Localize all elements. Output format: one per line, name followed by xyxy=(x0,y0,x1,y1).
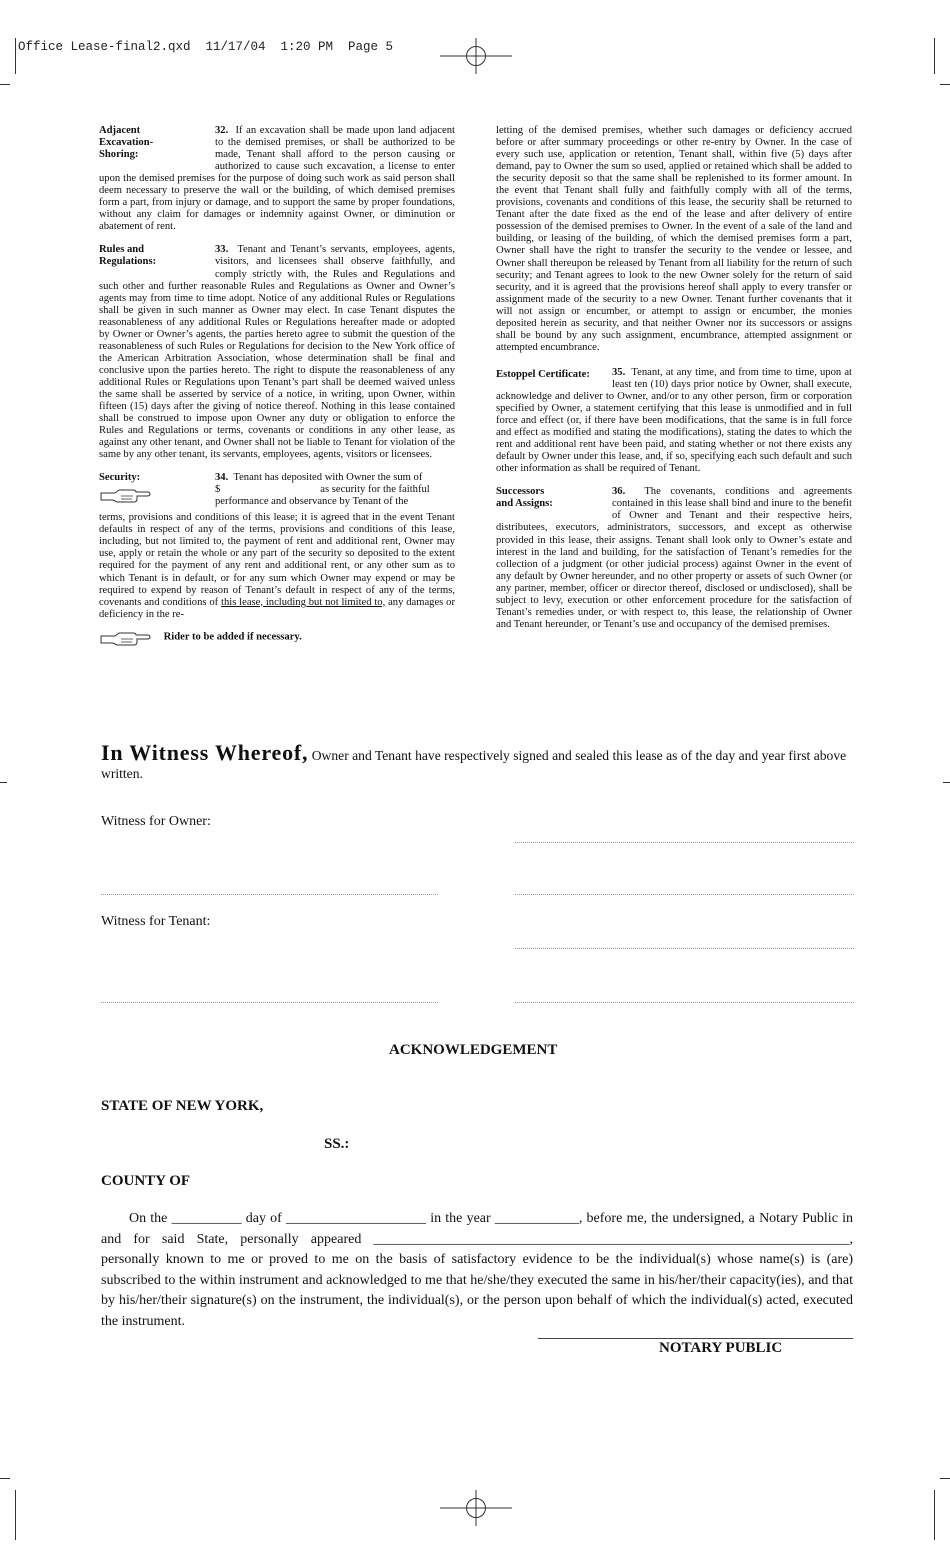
clause-33 xyxy=(99,244,455,461)
clause-35-label: Estoppel Certificate: xyxy=(496,368,590,380)
owner-signature-line[interactable] xyxy=(515,842,854,843)
crop-mark-bottom-right xyxy=(934,1490,935,1540)
witness-for-owner-label: Witness for Owner: xyxy=(101,814,211,829)
state-label: STATE OF NEW YORK, xyxy=(101,1098,264,1114)
witness-statement xyxy=(101,740,861,783)
notary-public-label: NOTARY PUBLIC xyxy=(659,1340,783,1356)
right-column xyxy=(496,125,852,642)
clause-36 xyxy=(496,486,852,631)
clause-35-text: 35. Tenant, at any time, and from time to time, upon at least ten (10) days prior notice by Owner, shall execute, acknowledge and deliver to Owner, and/or to any other person, firm or corporation specified by Owner, a statement certifying that this lease is unmodified and in full force and effect (or, if there have been modifications, that the same is in full force and effect as modified and stating the modifications), stating the dates to which the rent and additional rent have been paid, and stating whether or not there exists any default by Owner under this lease, and, if so, specifying each such default and such other information as shall be required of Tenant. xyxy=(496,366,852,475)
security-amount-dollar: $ xyxy=(215,484,221,496)
clause-34-text: 34. Tenant has deposited with Owner the sum of $ as security for the faithful performance and observance by Tenant of the xyxy=(215,472,430,508)
tenant-signature-line-2[interactable] xyxy=(515,1002,854,1003)
clause-36-text: 36. The covenants, conditions and agreements contained in this lease shall bind and inure to the benefit of Owner and Tenant and their respective heirs, distributees, executors, administrators, successors, and except as otherwise provided in this lease, their assigns. Tenant shall look only to Owner’s estate and interest in the land and building, for the satisfaction of Tenant’s remedies for the collection of a judgment (or other judicial process) against Owner in the event of any default by Owner hereunder, and no other property or assets of such Owner (or any partner, member, officer or director thereof, disclosed or undisclosed), shall be subject to levy, execution or other enforcement procedure for the satisfaction of Tenant’s remedies under, or with respect to, this lease, the relationship of Owner and Tenant hereunder, or Tenant’s use and occupancy of the demised premises. xyxy=(496,486,852,630)
clause-32-text: 32. If an excavation shall be made upon land adjacent to the demised premises, or shall be authorized to be made, Tenant shall afford to the person causing or authorized to cause such excavation, a license to enter upon the demised premises for the purpose of doing such work as said person shall deem necessary to preserve the wall or the building, of which demised premises form a part, from injury or damage, and to support the same by proper foundations, without any claim for damages or indemnity against Owner, or diminution or abatement of rent. xyxy=(99,125,455,233)
clause-34-continuation: letting of the demised premises, whether such damages or deficiency accrued before or after summary proceedings or other re-entry by Owner. In the case of every such use, application or retention, Tenant shall, within five (5) days after demand, pay to Owner the sum so used, applied or retained which shall be added to the security deposit so that the same shall be replenished to its former amount. In the event that Tenant shall fully and faithfully comply with all of the terms, provisions, covenants and conditions of this lease, the security shall be returned to Tenant after the date fixed as the end of the lease and after delivery of entire possession of the demised premises to Owner. In the event of a sale of the land and building, or leasing of the building, of which the demised premises form a part, Owner shall have the right to transfer the security to the vendee or lessee, and Owner shall thereupon be released by Tenant from all liability for the return of such security; and Tenant agrees to look to the new Owner solely for the return of said security, and it is agreed that the provisions hereof shall apply to every transfer or assignment made of the security to a new Owner. Tenant further covenants that it will not assign or encumber, or attempt to assign or encumber, the monies deposited herein as security, and that neither Owner nor its successors or assigns shall be bound by any such assignment, encumbrance, attempted assignment or attempted encumbrance. xyxy=(496,125,852,353)
owner-signature-line-2[interactable] xyxy=(515,894,854,895)
witness-title: In Witness Whereof, xyxy=(101,740,309,765)
crop-mark-top-right xyxy=(934,38,935,74)
registration-mark-top-icon xyxy=(440,36,512,76)
tenant-signature-line[interactable] xyxy=(515,948,854,949)
pointing-hand-icon xyxy=(99,631,151,647)
rider-note: Rider to be added if necessary. xyxy=(99,627,455,647)
registration-mark-bottom-icon xyxy=(440,1488,512,1528)
crop-mark-top-left-h xyxy=(0,84,10,85)
crop-mark-bottom-left xyxy=(15,1490,16,1540)
pointing-hand-icon xyxy=(99,488,151,504)
clause-34-continued: terms, provisions and conditions of this lease; it is agreed that in the event Tenant defaults in respect of any of the terms, provisions and conditions of this lease, including, but not limited to, the payment of rent and additional rent, Owner may use, apply or retain the whole or any part of the security so deposited to the extent required for the payment of any rent and additional rent, or any other sum as to which Tenant is in default, or for any sum which Owner may expend or may be required to expend by reason of Tenant’s default in respect of any of the terms, covenants and conditions of this lease, including but not limited to, any damages or deficiency in the re- xyxy=(99,512,455,620)
clause-35 xyxy=(496,367,852,475)
witness-text: Owner and Tenant have respectively signed and sealed this lease as of the day and year first above written. xyxy=(101,748,847,781)
county-label: COUNTY OF xyxy=(101,1173,191,1189)
acknowledgement-paragraph: On the __________ day of ____________________ in the year ____________, before me, the undersigned, a Notary Public in and for said State, personally appeared ____________________________________________________________________, personally known to me or proved to me on the basis of satisfactory evidence to be the individual(s) whose name(s) is (are) subscribed to the within instrument and acknowledged to me that he/she/they executed the same in his/her/their capacity(ies), and that by his/her/their signature(s) on the instrument, the individual(s), or the person upon behalf of which the individual(s) acted, executed the instrument. xyxy=(101,1211,853,1329)
crop-mark-top-left xyxy=(15,38,16,74)
clause-32-label: Adjacent Excavation- Shoring: xyxy=(99,125,154,161)
tenant-witness-signature-line[interactable] xyxy=(101,1002,438,1003)
crop-mark-mid-right xyxy=(943,782,950,783)
crop-mark-bottom-left-h xyxy=(0,1478,10,1479)
crop-mark-mid-left xyxy=(0,782,7,783)
printer-slug: Office Lease-final2.qxd 11/17/04 1:20 PM Page 5 xyxy=(18,40,394,54)
ss-label: SS.: xyxy=(324,1136,350,1152)
clause-33-text: 33. Tenant and Tenant’s servants, employees, agents, visitors, and licensees shall observe faithfully, and comply strictly with, the Rules and Regulations and such other and further reasonable Rules and Regulations as Owner and Owner’s agents may from time to time adopt. Notice of any additional Rules or Regulations shall be given in such manner as Owner may elect. In case Tenant disputes the reasonableness of any additional Rules or Regulations hereafter made or adopted by Owner or Owner’s agents, the parties hereto agree to submit the question of the reasonableness of such Rules or Regulations for decision to the New York office of the American Arbitration Association, whose determination shall be final and conclusive upon the parties hereto. The right to dispute the reasonableness of any additional Rules or Regulations upon Tenant’s part shall be deemed waived unless the same shall be asserted by service of a notice, in writing, upon Owner, within fifteen (15) days after the giving of notice thereof. Nothing in this lease contained shall be construed to impose upon Owner any duty or obligation to enforce the Rules and Regulations or terms, covenants or conditions in any other lease, as against any other tenant, and Owner shall not be liable to Tenant for violation of the same by any other tenant, its servants, employees, agents, visitors or licensees. xyxy=(99,244,455,461)
crop-mark-bottom-right-h xyxy=(940,1478,950,1479)
crop-mark-top-right-h xyxy=(940,84,950,85)
clause-36-label: Successors and Assigns: xyxy=(496,486,553,510)
witness-for-tenant-label: Witness for Tenant: xyxy=(101,914,211,929)
clause-34-label: Security: xyxy=(99,472,215,512)
clause-32 xyxy=(99,125,455,233)
notary-signature-line[interactable] xyxy=(538,1338,853,1339)
acknowledgement-heading: ACKNOWLEDGEMENT xyxy=(389,1042,558,1058)
clause-34 xyxy=(99,472,455,620)
left-column xyxy=(99,125,455,647)
clause-33-label: Rules and Regulations: xyxy=(99,244,157,268)
owner-witness-signature-line[interactable] xyxy=(101,894,438,895)
